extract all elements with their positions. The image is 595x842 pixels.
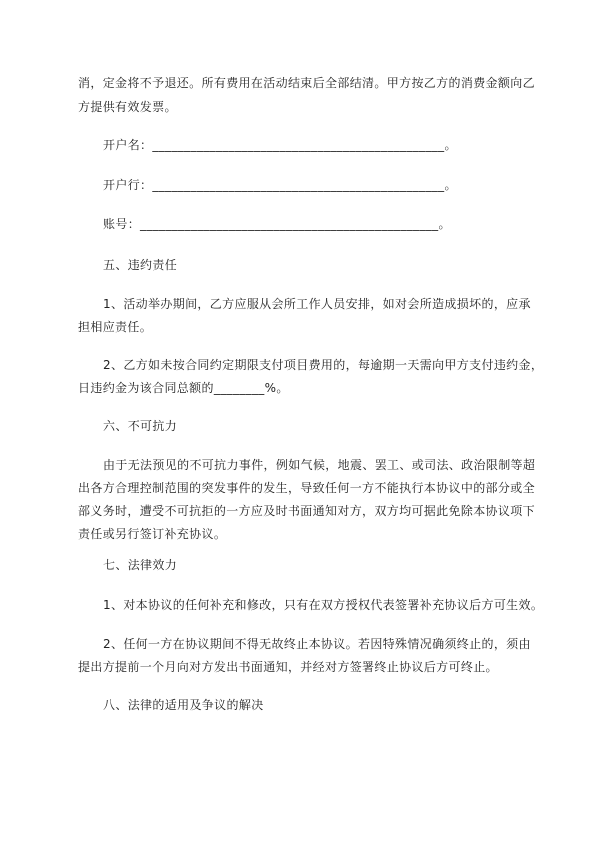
section-5-item-2-line-2: 日违约金为该合同总额的________%。 [78,381,289,395]
section-7-heading: 七、法律效力 [103,558,178,572]
account-number-field: 账号：_______________________________________________。 [103,217,451,231]
section-6-line-1: 由于无法预见的不可抗力事件，例如气候，地震、罢工、或司法、政治限制等超 [103,458,536,472]
section-5-heading: 五、违约责任 [103,258,178,272]
account-bank-field: 开户行：______________________________________________。 [103,178,457,192]
section-6-line-3: 部义务时，遭受不可抗拒的一方应及时书面通知对方，双方均可据此免除本协议项下 [78,504,535,518]
section-7-item-2-line-1: 2、任何一方在协议期间不得无故终止本协议。若因特殊情况确须终止的，须由 [103,637,531,651]
section-5-item-2-line-1: 2、乙方如未按合同约定期限支付项目费用的，每逾期一天需向甲方支付违约金， [103,358,544,372]
section-7-item-1: 1、对本协议的任何补充和修改，只有在双方授权代表签署补充协议后方可生效。 [103,598,544,612]
section-8-heading: 八、法律的适用及争议的解决 [103,698,264,712]
section-5-item-1-line-2: 担相应责任。 [78,320,153,334]
section-6-line-4: 责任或另行签订补充协议。 [78,527,227,541]
section-7-item-2-line-2: 提出方提前一个月向对方发出书面通知，并经对方签署终止协议后方可终止。 [78,660,498,674]
section-6-heading: 六、不可抗力 [103,419,178,433]
account-name-field: 开户名：______________________________________________。 [103,138,457,152]
section-6-line-2: 出各方合理控制范围的突发事件的发生，导致任何一方不能执行本协议中的部分或全 [78,481,535,495]
section-5-item-1-line-1: 1、活动举办期间，乙方应服从会所工作人员安排，如对会所造成损坏的，应承 [103,297,531,311]
fees-paragraph-line-2: 方提供有效发票。 [78,100,177,114]
fees-paragraph-line-1: 消，定金将不予退还。所有费用在活动结束后全部结清。甲方按乙方的消费金额向乙 [78,76,535,90]
